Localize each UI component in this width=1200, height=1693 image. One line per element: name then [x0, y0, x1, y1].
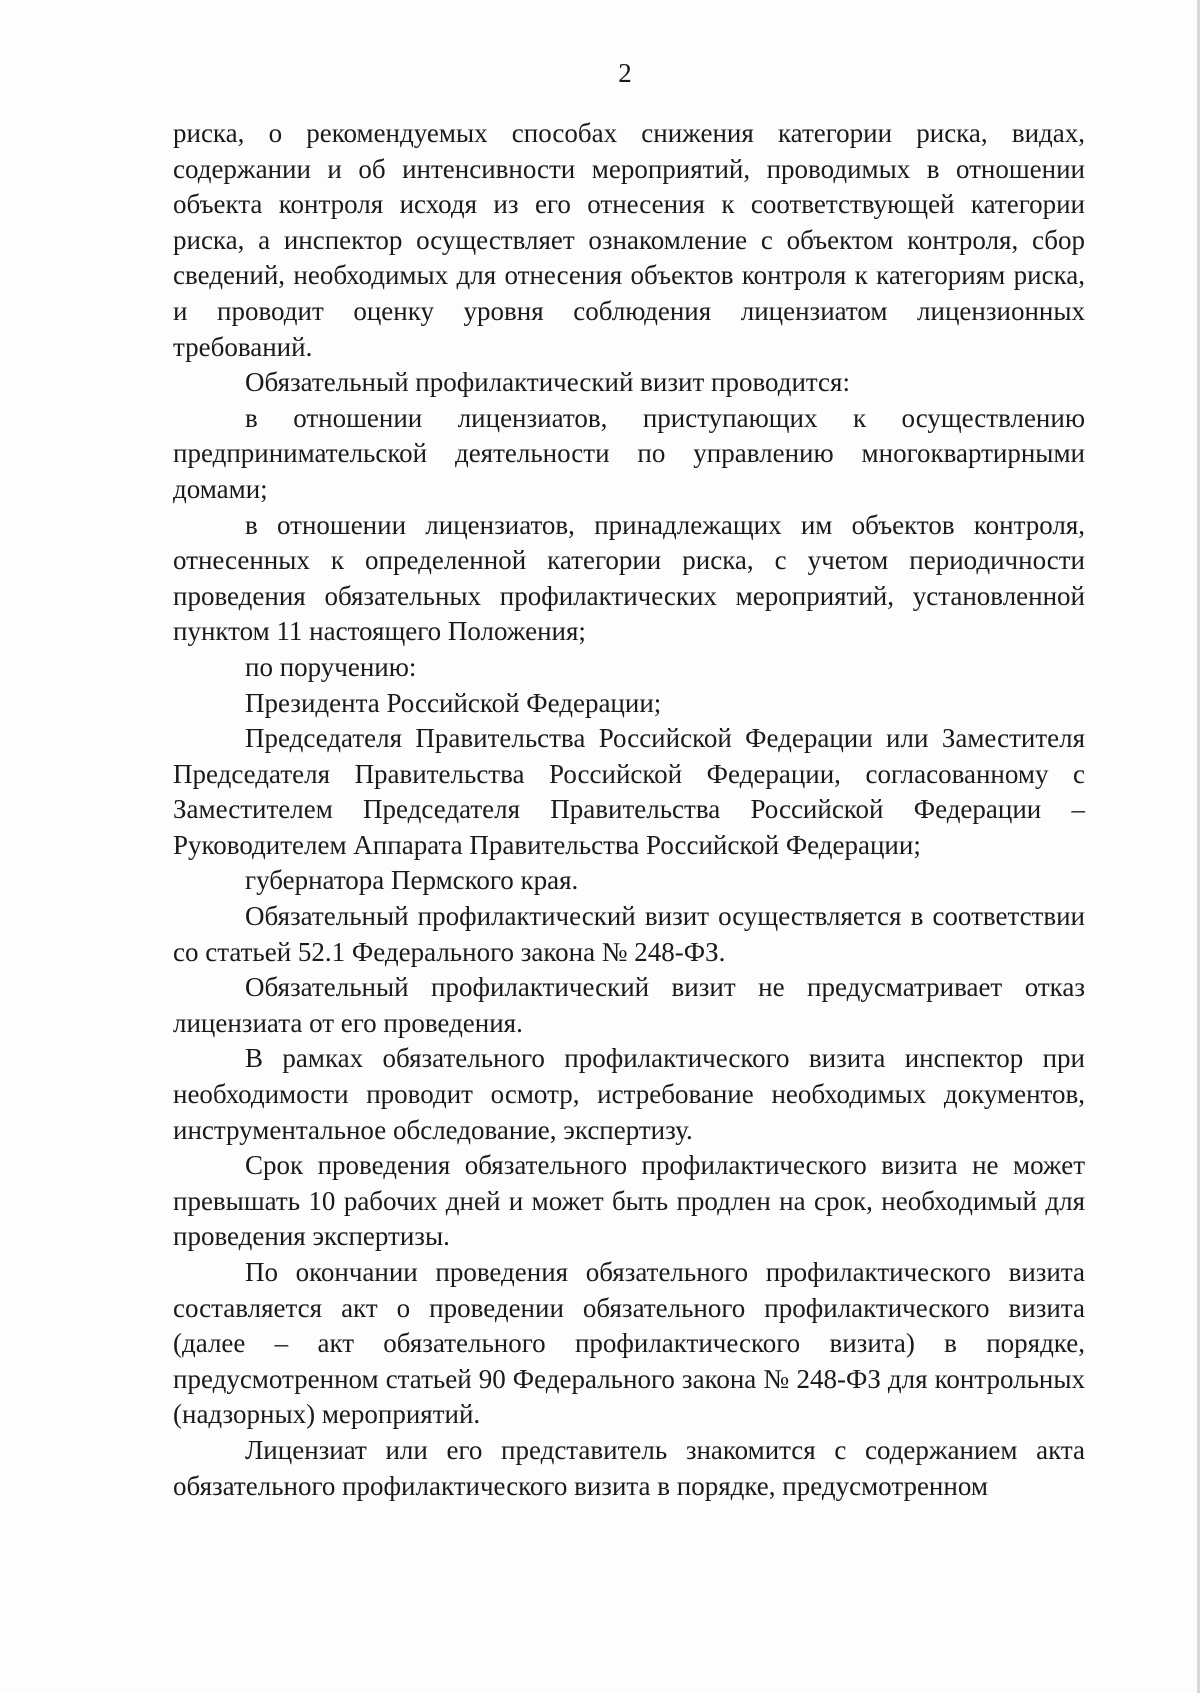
- paragraph: по поручению:: [245, 651, 417, 682]
- paragraph: Обязательный профилактический визит не предусматривает отказ лицензиата от его проведения.: [173, 972, 1085, 1038]
- paragraph: в отношении лицензиатов, принадлежащих им объектов контроля, отнесенных к определенной категории риска, с учетом периодичности проведения обязательных профилактических мероприятий, установленной пунктом 11 настоящего Положения;: [173, 509, 1085, 647]
- paragraph: Председателя Правительства Российской Федерации или Заместителя Председателя Правительства Российской Федерации, согласованному с Заместителем Председателя Правительства Российской Федерации – Руководителем Аппарата Правительства Российской Федерации;: [173, 723, 1085, 860]
- paragraph: Обязательный профилактический визит осуществляется в соответствии со статьей 52.1 Федерального закона № 248-ФЗ.: [173, 901, 1085, 967]
- paragraph: губернатора Пермского края.: [245, 865, 579, 896]
- paragraph: По окончании проведения обязательного профилактического визита составляется акт о проведении обязательного профилактического визита (далее – акт обязательного профилактического визита) в порядке, предусмотренном статьей 90 Федерального закона № 248-ФЗ для контрольных (надзорных) мероприятий.: [173, 1257, 1085, 1430]
- paragraph: Срок проведения обязательного профилактического визита не может превышать 10 рабочих дней и может быть продлен на срок, необходимый для проведения экспертизы.: [173, 1150, 1085, 1252]
- paragraph: Президента Российской Федерации;: [245, 687, 662, 718]
- document-body: [173, 116, 1085, 1504]
- paragraph: В рамках обязательного профилактического визита инспектор при необходимости проводит осмотр, истребование необходимых документов, инструментальное обследование, экспертизу.: [173, 1043, 1085, 1145]
- paragraph: в отношении лицензиатов, приступающих к осуществлению предпринимательской деятельности по управлению многоквартирными домами;: [173, 402, 1085, 504]
- paragraph: риска, о рекомендуемых способах снижения категории риска, видах, содержании и об интенсивности мероприятий, проводимых в отношении объекта контроля исходя из его отнесения к соответствующей категории риска, а инспектор осуществляет ознакомление с объектом контроля, сбор сведений, необходимых для отнесения объектов контроля к категориям риска, и проводит оценку уровня соблюдения лицензиатом лицензионных требований.: [173, 118, 1085, 362]
- paragraph: Обязательный профилактический визит проводится:: [245, 367, 850, 398]
- page-number: 2: [618, 58, 632, 88]
- paragraph: Лицензиат или его представитель знакомится с содержанием акта обязательного профилактического визита в порядке, предусмотренном: [173, 1434, 1085, 1501]
